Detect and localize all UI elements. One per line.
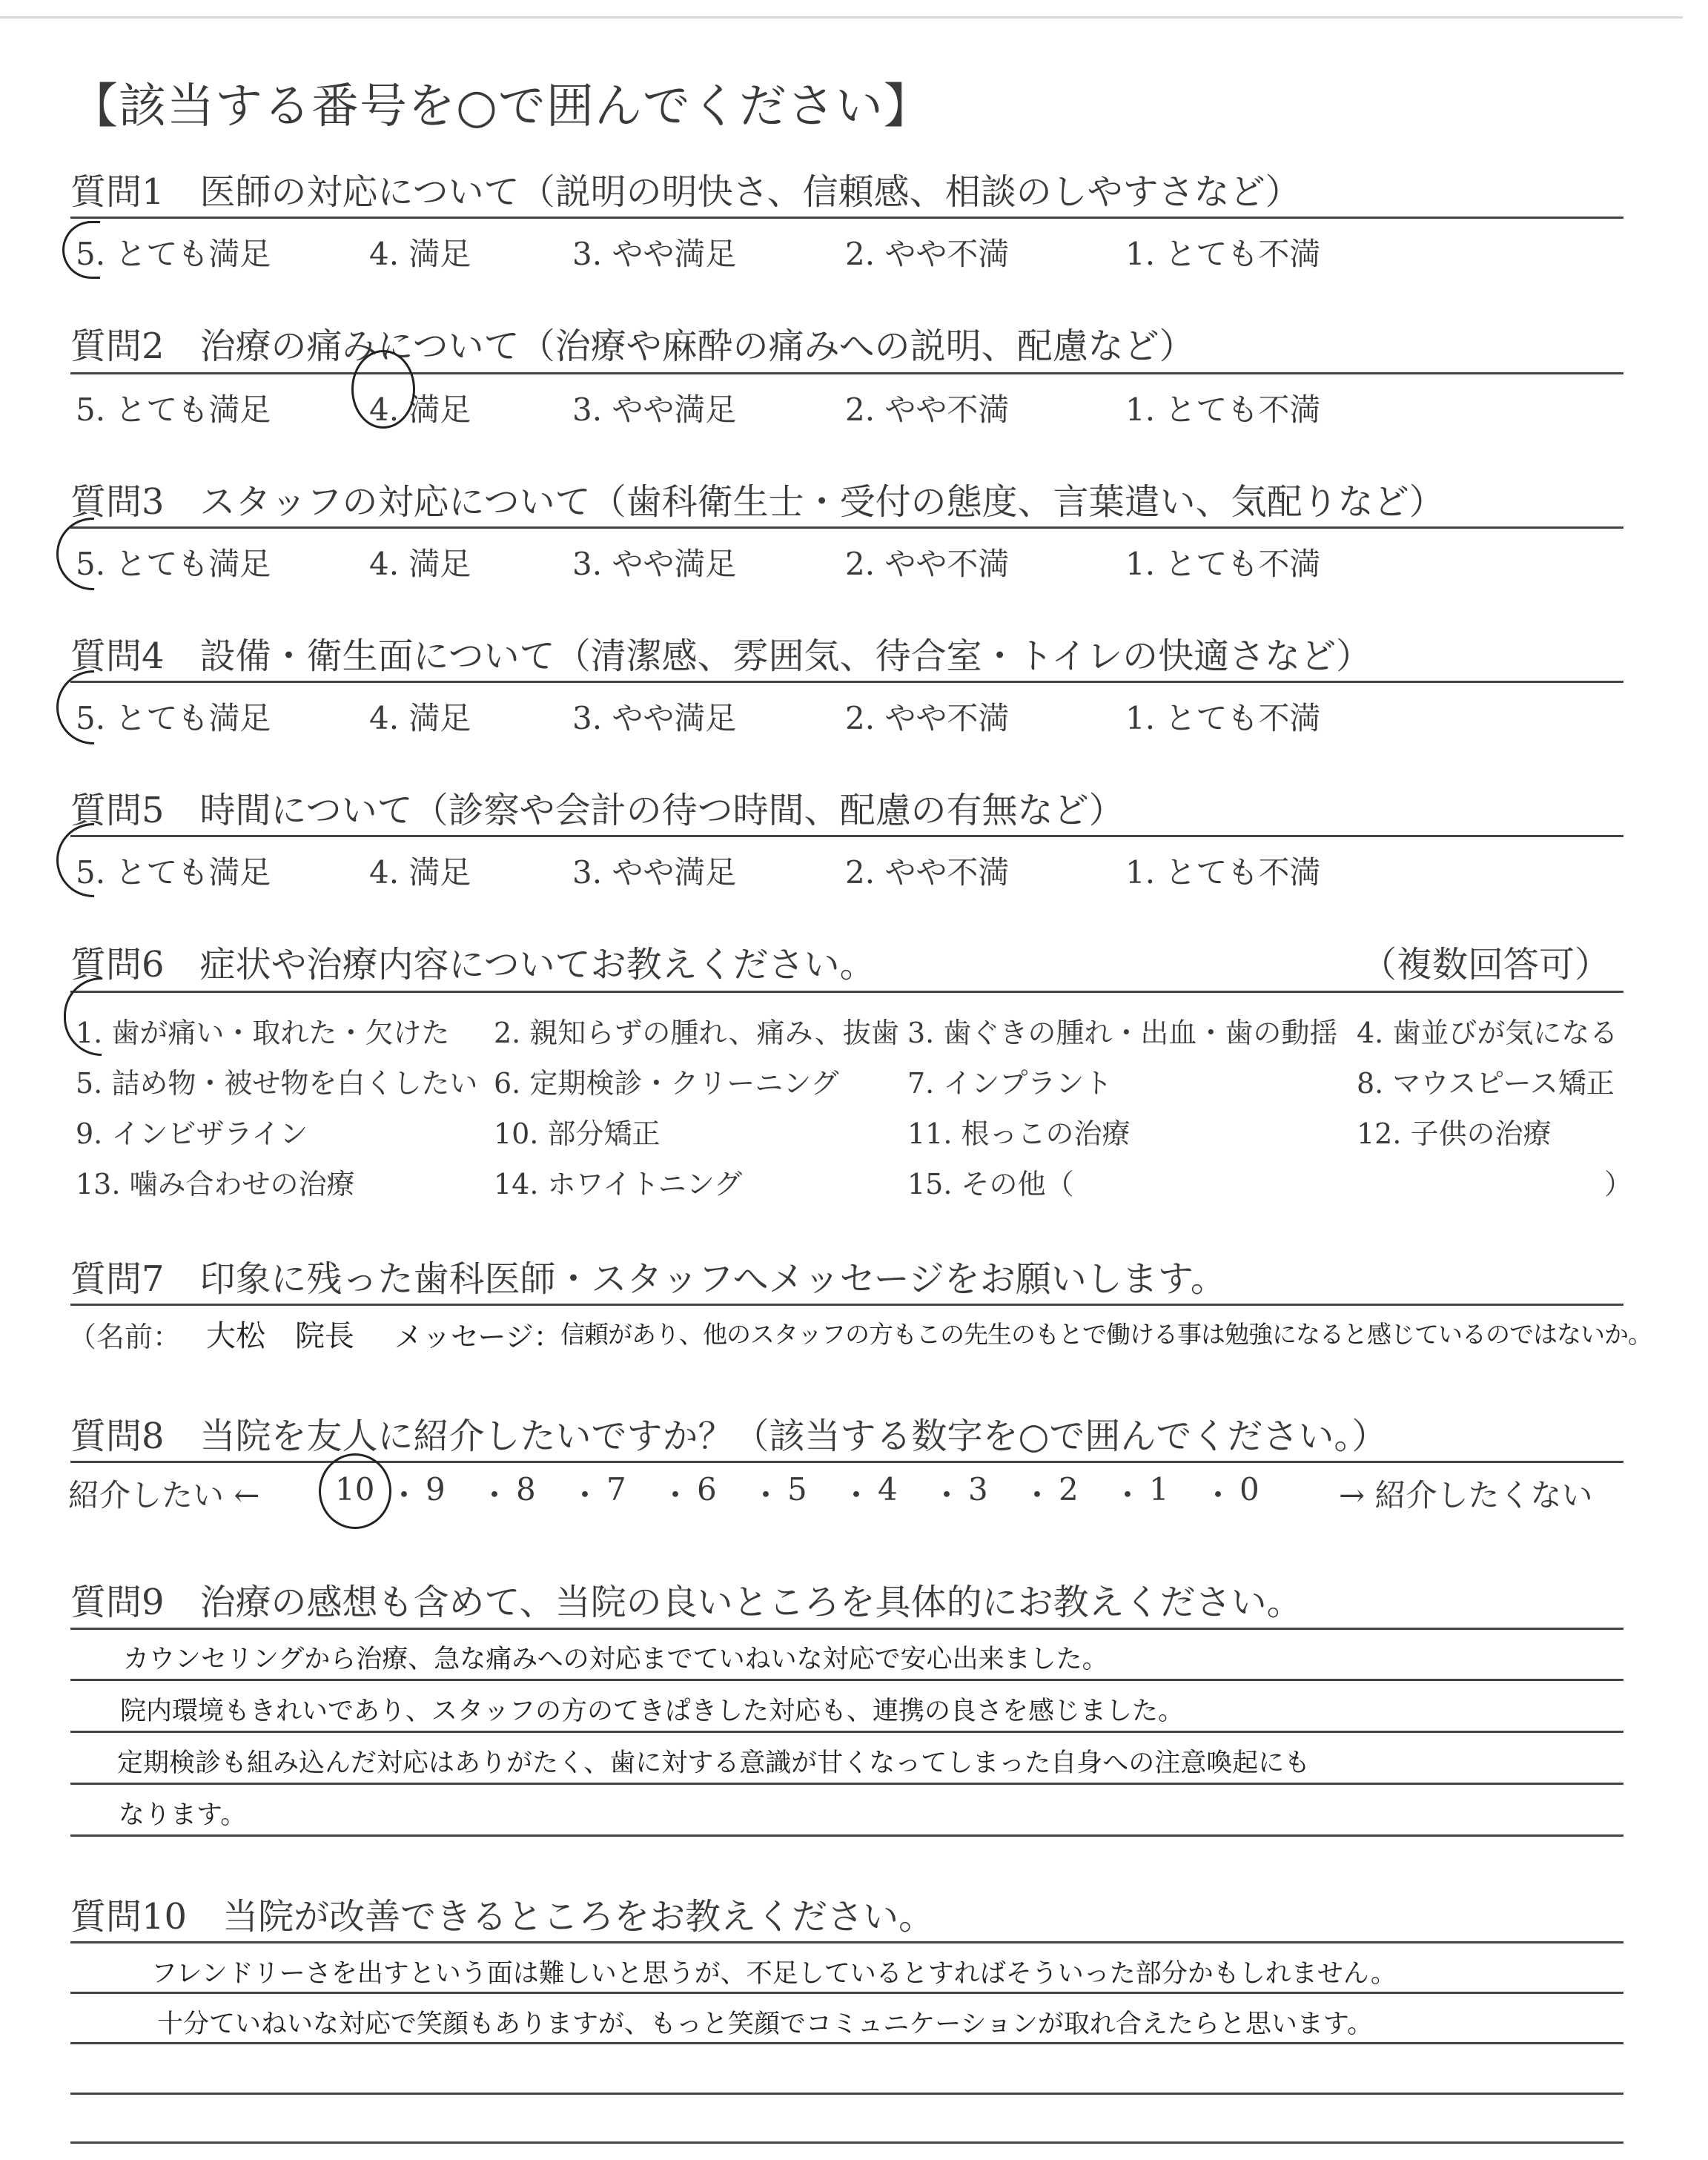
q8-scale-6[interactable]: 6 xyxy=(697,1471,717,1507)
q6-item-11[interactable]: 11. 根っこの治療 xyxy=(907,1117,1131,1150)
q2-title: 質問2 治療の痛みについて（治療や麻酔の痛みへの説明、配慮など） xyxy=(70,326,1195,367)
q9-rule-1 xyxy=(70,1679,1623,1681)
q1-option-1[interactable]: 1. とても不満 xyxy=(1125,236,1321,272)
q6-multiple-note: （複数回答可） xyxy=(1361,944,1611,985)
q2-rule xyxy=(70,372,1623,374)
q3-selection-circle-icon xyxy=(56,518,94,590)
q5-option-1[interactable]: 1. とても不満 xyxy=(1125,854,1321,891)
q8-scale-4[interactable]: 4 xyxy=(878,1471,898,1507)
q6-item-14[interactable]: 14. ホワイトニング xyxy=(494,1168,743,1200)
q5-option-2[interactable]: 2. やや不満 xyxy=(845,854,1010,891)
q10-rule-1 xyxy=(70,1992,1623,1994)
q7-message-value[interactable]: 信頼があり、他のスタッフの方もこの先生のもとで働ける事は勉強になると感じているのではないか。 xyxy=(560,1320,1652,1349)
q6-item-8[interactable]: 8. マウスピース矯正 xyxy=(1357,1067,1615,1100)
q3-option-1[interactable]: 1. とても不満 xyxy=(1125,546,1321,582)
q8-scale-7[interactable]: 7 xyxy=(606,1471,626,1507)
q8-scale-2[interactable]: 2 xyxy=(1059,1471,1079,1507)
q10-title: 質問10 当院が改善できるところをお教えください。 xyxy=(70,1896,935,1938)
q8-left-label: 紹介したい ← xyxy=(68,1477,260,1513)
q4-option-4[interactable]: 4. 満足 xyxy=(369,700,471,736)
q9-answer-line-2[interactable]: 院内環境もきれいであり、スタッフの方のてきぱきした対応も、連携の良さを感じました。 xyxy=(120,1697,1185,1726)
q8-scale-10[interactable]: 10 xyxy=(335,1471,375,1507)
q6-item-4[interactable]: 4. 歯並びが気になる xyxy=(1357,1017,1618,1049)
q9-answer-line-3[interactable]: 定期検診も組み込んだ対応はありがたく、歯に対する意識が甘くなってしまった自身への注意喚起にも xyxy=(117,1748,1311,1778)
q6-item-7[interactable]: 7. インプラント xyxy=(907,1067,1113,1100)
q8-title: 質問8 当院を友人に紹介したいですか？（該当する数字を○で囲んでください。） xyxy=(70,1416,1388,1457)
q1-title: 質問1 医師の対応について（説明の明快さ、信頼感、相談のしやすさなど） xyxy=(70,171,1301,213)
q5-selection-circle-icon xyxy=(56,823,94,897)
q9-rule-3 xyxy=(70,1783,1623,1785)
q9-rule-0 xyxy=(70,1628,1623,1630)
q10-rule-2 xyxy=(70,2042,1623,2044)
q9-rule-4 xyxy=(70,1834,1623,1837)
top-edge-line xyxy=(0,16,1683,19)
q8-scale-8[interactable]: 8 xyxy=(516,1471,536,1507)
q6-item-5[interactable]: 5. 詰め物・被せ物を白くしたい xyxy=(76,1067,478,1100)
q6-item-15-close: ） xyxy=(1604,1168,1633,1200)
q3-title: 質問3 スタッフの対応について（歯科衛生士・受付の態度、言葉遣い、気配りなど） xyxy=(70,481,1445,523)
q8-scale-separator: ・ xyxy=(569,1477,601,1513)
q2-option-1[interactable]: 1. とても不満 xyxy=(1125,392,1321,428)
q2-option-5[interactable]: 5. とても満足 xyxy=(76,392,271,428)
q8-scale-separator: ・ xyxy=(388,1477,420,1513)
q4-selection-circle-icon xyxy=(56,670,94,744)
q3-option-2[interactable]: 2. やや不満 xyxy=(845,546,1010,582)
q1-option-3[interactable]: 3. やや満足 xyxy=(572,236,737,272)
q9-answer-line-1[interactable]: カウンセリングから治療、急な痛みへの対応までていねいな対応で安心出来ました。 xyxy=(123,1645,1108,1674)
q9-rule-2 xyxy=(70,1731,1623,1733)
q3-option-3[interactable]: 3. やや満足 xyxy=(572,546,737,582)
q3-option-4[interactable]: 4. 満足 xyxy=(369,546,471,582)
q1-option-2[interactable]: 2. やや不満 xyxy=(845,236,1010,272)
q4-option-5[interactable]: 5. とても満足 xyxy=(76,700,271,736)
q7-name-value[interactable]: 大松 院長 xyxy=(206,1319,354,1353)
q6-item-12[interactable]: 12. 子供の治療 xyxy=(1357,1117,1552,1150)
q6-rule xyxy=(70,991,1623,993)
q5-option-3[interactable]: 3. やや満足 xyxy=(572,854,737,891)
q3-rule xyxy=(70,526,1623,529)
q10-rule-4 xyxy=(70,2141,1623,2144)
q6-item-15[interactable]: 15. その他（ xyxy=(907,1168,1074,1200)
q4-option-3[interactable]: 3. やや満足 xyxy=(572,700,737,736)
q3-option-5[interactable]: 5. とても満足 xyxy=(76,546,271,582)
q4-option-1[interactable]: 1. とても不満 xyxy=(1125,700,1321,736)
q8-scale-separator: ・ xyxy=(841,1477,873,1513)
q10-answer-line-2[interactable]: 十分ていねいな対応で笑顔もありますが、もっと笑顔でコミュニケーションが取れ合えたらと思います。 xyxy=(157,2009,1374,2039)
q4-option-2[interactable]: 2. やや不満 xyxy=(845,700,1010,736)
q8-rule xyxy=(70,1461,1623,1463)
q6-item-9[interactable]: 9. インビザライン xyxy=(76,1117,308,1150)
q8-scale-separator: ・ xyxy=(1112,1477,1144,1513)
q4-title: 質問4 設備・衛生面について（清潔感、雰囲気、待合室・トイレの快適さなど） xyxy=(70,635,1372,677)
q8-scale-9[interactable]: 9 xyxy=(426,1471,446,1507)
q7-rule xyxy=(70,1304,1623,1306)
q6-title: 質問6 症状や治療内容についてお教えください。 xyxy=(70,944,875,985)
q5-rule xyxy=(70,835,1623,837)
q8-scale-separator: ・ xyxy=(1202,1477,1234,1513)
q8-scale-separator: ・ xyxy=(750,1477,782,1513)
q7-message-label: メッセージ： xyxy=(394,1321,562,1353)
q8-scale-separator: ・ xyxy=(931,1477,963,1513)
q5-title: 質問5 時間について（診察や会計の待つ時間、配慮の有無など） xyxy=(70,790,1125,831)
q2-option-3[interactable]: 3. やや満足 xyxy=(572,392,737,428)
q6-selection-circle-icon xyxy=(64,977,102,1056)
q6-item-3[interactable]: 3. 歯ぐきの腫れ・出血・歯の動揺 xyxy=(907,1017,1338,1049)
q8-scale-separator: ・ xyxy=(1022,1477,1053,1513)
q5-option-4[interactable]: 4. 満足 xyxy=(369,854,471,891)
q10-rule-0 xyxy=(70,1941,1623,1943)
q6-item-10[interactable]: 10. 部分矯正 xyxy=(494,1117,661,1150)
q5-option-5[interactable]: 5. とても満足 xyxy=(76,854,271,891)
q8-scale-separator: ・ xyxy=(660,1477,692,1513)
q1-selection-circle-icon xyxy=(62,221,100,279)
q1-option-5[interactable]: 5. とても満足 xyxy=(76,236,271,272)
q2-option-2[interactable]: 2. やや不満 xyxy=(845,392,1010,428)
q9-title: 質問9 治療の感想も含めて、当院の良いところを具体的にお教えください。 xyxy=(70,1582,1302,1623)
page-title: 【該当する番号を○で囲んでください】 xyxy=(70,79,932,134)
q8-selection-circle-icon xyxy=(319,1453,391,1529)
q6-item-1[interactable]: 1. 歯が痛い・取れた・欠けた xyxy=(76,1017,450,1049)
q8-scale-1[interactable]: 1 xyxy=(1149,1471,1169,1507)
q6-item-6[interactable]: 6. 定期検診・クリーニング xyxy=(494,1067,839,1100)
q2-option-4[interactable]: 4. 満足 xyxy=(369,392,471,428)
q10-rule-3 xyxy=(70,2093,1623,2095)
q2-selection-circle-icon xyxy=(351,350,415,429)
q8-scale-separator: ・ xyxy=(479,1477,511,1513)
q9-answer-line-4[interactable]: なります。 xyxy=(119,1800,247,1830)
q8-scale-0[interactable]: 0 xyxy=(1239,1471,1260,1507)
q6-item-13[interactable]: 13. 噛み合わせの治療 xyxy=(76,1168,355,1200)
q6-item-2[interactable]: 2. 親知らずの腫れ、痛み、抜歯 xyxy=(494,1017,899,1049)
q8-scale-5[interactable]: 5 xyxy=(787,1471,807,1507)
q4-rule xyxy=(70,681,1623,683)
q7-name-label: （名前： xyxy=(68,1321,182,1353)
q8-scale-3[interactable]: 3 xyxy=(968,1471,988,1507)
q1-option-4[interactable]: 4. 満足 xyxy=(369,236,471,272)
q7-title: 質問7 印象に残った歯科医師・スタッフへメッセージをお願いします。 xyxy=(70,1258,1226,1300)
q10-answer-line-1[interactable]: フレンドリーさを出すという面は難しいと思うが、不足しているとすればそういった部分かもしれません。 xyxy=(151,1959,1397,1989)
q1-rule xyxy=(70,217,1623,219)
q8-right-label: → 紹介したくない xyxy=(1339,1477,1593,1513)
